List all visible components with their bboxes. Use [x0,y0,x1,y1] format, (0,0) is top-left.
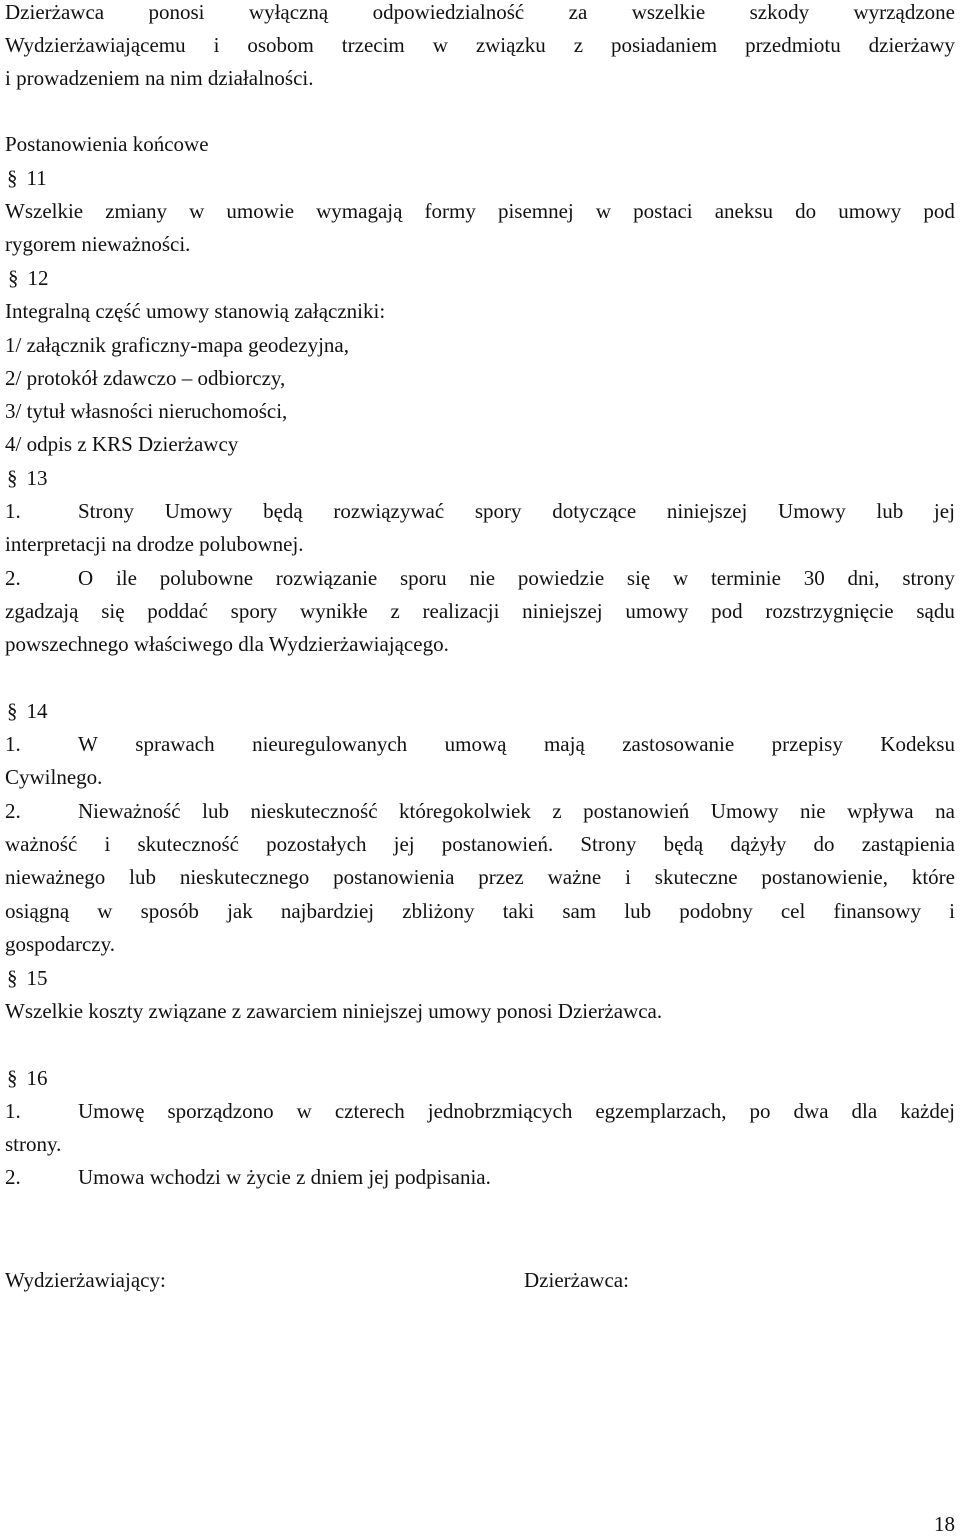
section-12-item: 4/ odpis z KRS Dzierżawcy [5,432,239,456]
word: dzierżawy [868,33,955,57]
section-13-para-2-line-3: powszechnego właściwego dla Wydzierżawiającego. [5,632,449,656]
word: wymagają [316,199,403,223]
section-13-heading: § 13 [7,466,48,490]
word: w [432,33,448,57]
section-symbol: § [7,1066,18,1090]
word: dotyczące [552,499,637,523]
word: będą [263,499,303,523]
word: trzecim [341,33,405,57]
word: przez [478,865,524,889]
section-14-para-2: 2. Nieważność lub nieskuteczność któregokolwiek z postanowień Umowy nie wpływa na [5,795,955,828]
section-14-para-1: 1. W sprawach nieuregulowanych umową mają zastosowanie przepisy Kodeksu [5,728,955,761]
word: Kodeksu [880,732,955,756]
section-16-heading: § 16 [7,1066,48,1090]
section-14-para-2-line-4 [5,895,955,928]
section-12-item: 1/ załącznik graficzny-mapa geodezyjna, [5,333,349,357]
word: postanowień [583,799,690,823]
word: postanowienie, [761,865,888,889]
signature-lessee: Dzierżawca: [524,1268,629,1292]
word: które [911,865,955,889]
word: ważność [5,832,78,856]
word: wyrządzone [853,0,955,24]
word: po [749,1099,771,1123]
word: dążyły [730,832,787,856]
section-12-item: 3/ tytuł własności nieruchomości, [5,399,288,423]
word: posiadaniem [610,33,718,57]
word: Umowę [78,1099,145,1123]
section-13-para-1: 1. Strony Umowy będą rozwiązywać spory dotyczące niniejszej Umowy lub jej [5,495,955,528]
section-13-para-2-line-2 [5,595,955,628]
word: w [97,899,113,923]
word: umowie [226,199,295,223]
page-number: 18 [934,1512,955,1536]
word: w [673,566,689,590]
word: spory [474,499,522,523]
word: egzemplarzach, [595,1099,727,1123]
word: w [189,199,205,223]
word: wyłączną [248,0,329,24]
word: przepisy [771,732,843,756]
word: nieuregulowanych [252,732,408,756]
word: rozwiązywać [333,499,445,523]
word: w [595,199,612,223]
section-symbol: § [7,466,18,490]
word: zastosowanie [622,732,735,756]
word: Umowy [710,799,779,823]
word: pod [923,199,955,223]
word: cel [780,899,806,923]
word: sposób [140,899,199,923]
word: powiedzie [517,566,605,590]
word: postanowienia [333,865,455,889]
word: się [101,599,125,623]
section-14-para-2-line-5: gospodarczy. [5,932,116,956]
word: W [78,732,98,756]
word: taki [502,899,535,923]
section-15-heading: § 15 [7,966,48,990]
section-14-heading: § 14 [7,699,48,723]
word: rozwiązanie [275,566,378,590]
word: najbardziej [280,899,375,923]
section-16-para-1: 1. Umowę sporządzono w czterech jednobrzmiących egzemplarzach, po dwa dla każdej [5,1095,955,1128]
word: szkody [749,0,810,24]
section-11-line-1 [5,195,955,228]
word: się [626,566,651,590]
section-16-para-2: 2. Umowa wchodzi w życie z dniem jej podpisania. [5,1165,491,1189]
word: do [813,832,835,856]
word: każdej [900,1099,955,1123]
word: Wszelkie [5,199,84,223]
word: niniejszej [522,599,603,623]
section-11-line-2: rygorem nieważności. [5,232,191,256]
word: lub [876,499,904,523]
word: któregokolwiek [399,799,531,823]
word: strony [902,566,955,590]
word: wpływa [847,799,914,823]
section-13-para-1-cont: interpretacji na drodze polubownej. [5,532,304,556]
word: wynikłe [300,599,368,623]
word: nieskutecznego [179,865,310,889]
word: zmiany [105,199,168,223]
word: i [949,899,955,923]
word: 30 [803,566,825,590]
word: pod [711,599,743,623]
word: sporządzono [167,1099,274,1123]
word: Strony [580,832,637,856]
word: ile [115,566,137,590]
word: Wydzierżawiającemu [5,33,186,57]
section-14-para-1-cont: Cywilnego. [5,765,103,789]
word: osiągną [5,899,70,923]
word: przedmiotu [745,33,841,57]
word: umowy [625,599,689,623]
word: sprawach [135,732,215,756]
word: nieskuteczność [250,799,378,823]
word: nie [469,566,496,590]
word: aneksu [714,199,774,223]
word: ponosi [148,0,205,24]
word: sam [562,899,597,923]
word: ważne [547,865,602,889]
word: skuteczne [654,865,738,889]
word: rozstrzygnięcie [765,599,894,623]
word: i [213,33,220,57]
word: zbliżony [402,899,475,923]
word: z [390,599,400,623]
section-13-para-2: 2. O ile polubowne rozwiązanie sporu nie powiedzie się w terminie 30 dni, strony [5,562,955,595]
word: Umowy [778,499,846,523]
section-symbol: § [7,966,18,990]
word: do [795,199,817,223]
word: postaci [633,199,693,223]
word: lub [202,799,229,823]
intro-line-1 [5,0,955,29]
word: sądu [916,599,955,623]
word: pozostałych [266,832,367,856]
word: terminie [710,566,781,590]
word: polubowne [159,566,254,590]
word: sporu [400,566,447,590]
word: formy [424,199,476,223]
word: lub [624,899,652,923]
word: dwa [793,1099,829,1123]
section-15-text: Wszelkie koszty związane z zawarciem niniejszej umowy ponosi Dzierżawca. [5,999,663,1023]
intro-line-3: i prowadzeniem na nim działalności. [5,66,314,90]
word: osobom [247,33,314,57]
signature-lessor: Wydzierżawiający: [5,1268,166,1292]
word: związku [475,33,546,57]
word: Nieważność [78,799,181,823]
word: dla [851,1099,878,1123]
word: finansowy [833,899,921,923]
word: jej [933,499,955,523]
word: Dzierżawca [5,0,105,24]
word: jej [393,832,415,856]
section-12-intro: Integralną część umowy stanowią załączniki: [5,299,386,323]
word: za [568,0,588,24]
word: jednobrzmiących [427,1099,573,1123]
section-symbol: § [7,166,18,190]
word: umową [444,732,507,756]
word: nie [799,799,826,823]
word: umowy [838,199,902,223]
word: będą [663,832,704,856]
word: z [573,33,584,57]
word: spory [230,599,278,623]
word: dni, [847,566,880,590]
section-symbol: § [7,699,18,723]
word: Umowy [164,499,233,523]
word: mają [543,732,585,756]
word: w [296,1099,312,1123]
word: O [78,566,94,590]
word: pisemnej [497,199,574,223]
word: i [104,832,111,856]
word: zastąpienia [861,832,955,856]
word: wszelkie [631,0,706,24]
word: skuteczność [137,832,239,856]
final-provisions-heading: Postanowienia końcowe [5,132,209,156]
word: Strony [78,499,135,523]
word: realizacji [422,599,500,623]
word: i [625,865,631,889]
word: jak [227,899,253,923]
word: z [552,799,562,823]
section-16-para-1-cont: strony. [5,1132,62,1156]
intro-line-2 [5,29,955,62]
section-14-para-2-line-2 [5,828,955,861]
word: nieważnego [5,865,106,889]
word: czterech [334,1099,405,1123]
word: poddać [147,599,208,623]
word: odpowiedzialność [372,0,525,24]
section-14-para-2-line-3 [5,861,955,894]
word: na [935,799,955,823]
section-symbol: § [8,266,19,290]
word: podobny [679,899,753,923]
word: niniejszej [666,499,748,523]
section-11-heading: § 11 [7,166,47,190]
section-12-heading: § 12 [8,266,49,290]
section-12-item: 2/ protokół zdawczo – odbiorczy, [5,366,286,390]
word: postanowień. [441,832,554,856]
word: zgadzają [5,599,79,623]
word: lub [129,865,156,889]
